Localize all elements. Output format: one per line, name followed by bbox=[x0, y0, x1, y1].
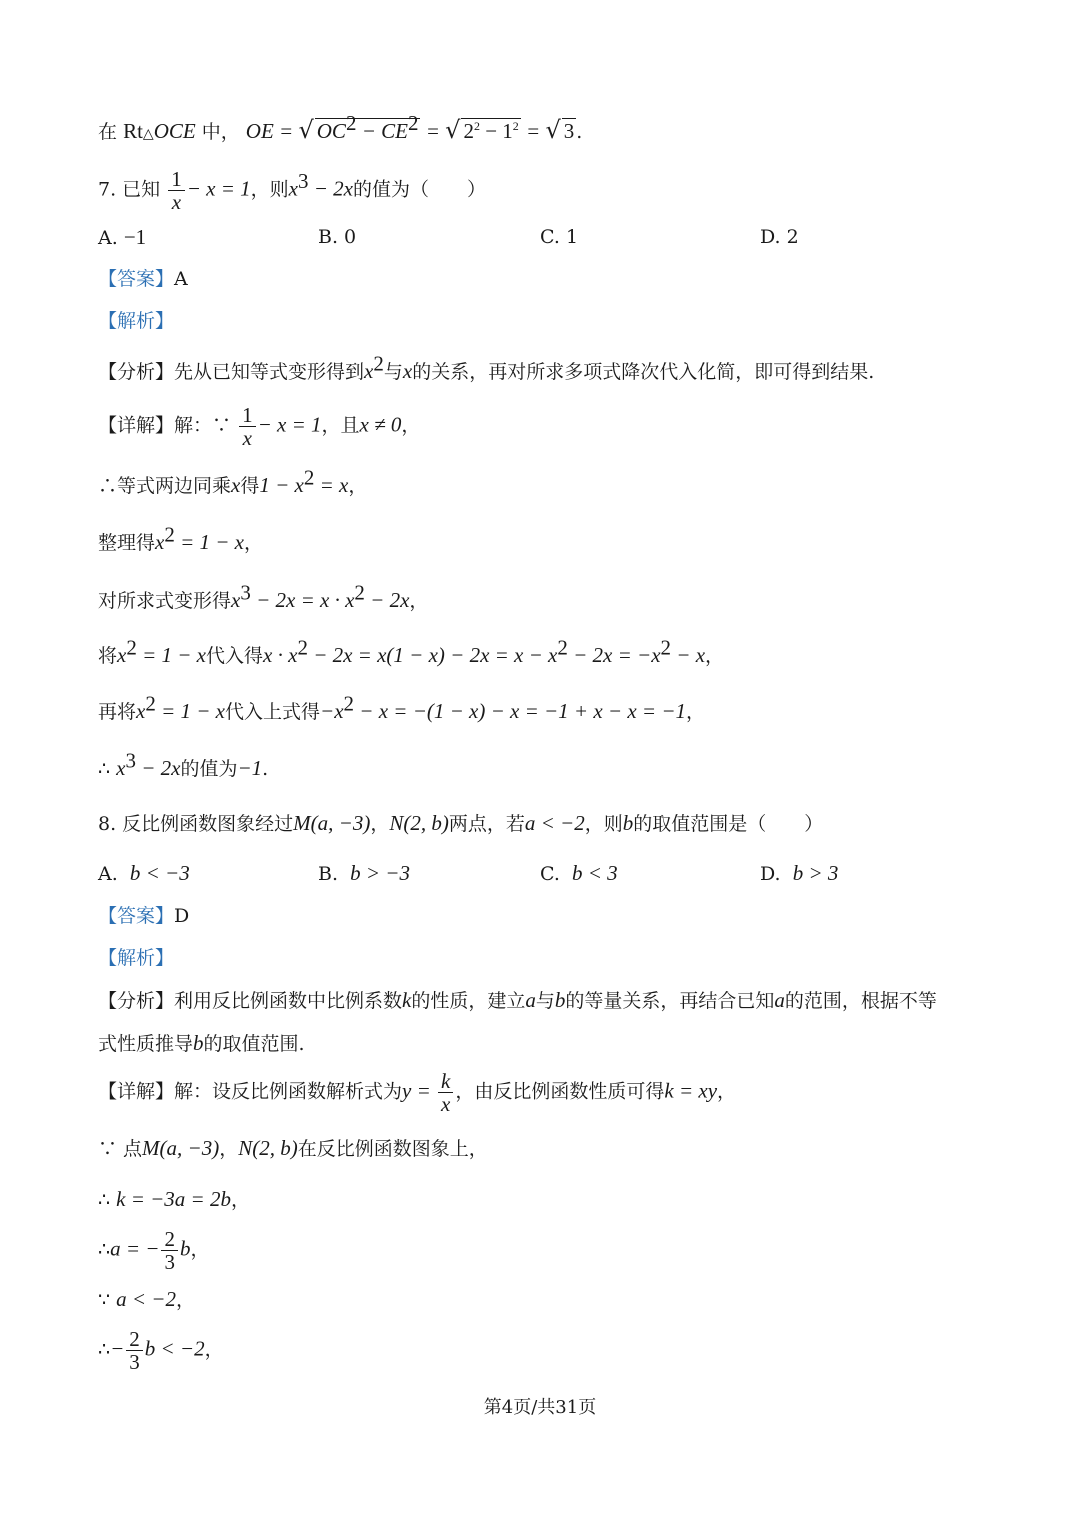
line-rt-triangle bbox=[98, 111, 583, 149]
q8-answer: 【答案】D bbox=[98, 905, 190, 927]
math: OE = bbox=[245, 119, 299, 143]
reason-3: ∴a = − $\frac{2}{3}$ b， bbox=[98, 1227, 210, 1274]
exponent: 3 bbox=[297, 169, 309, 194]
text: . bbox=[576, 121, 583, 143]
step-3: 对所求式变形得$x^3 - 2x = x \cdot x^2 - 2x$， bbox=[98, 580, 429, 612]
sqrt-symbol: √ bbox=[545, 116, 561, 144]
q8-choice-d: D. b > 3 bbox=[760, 861, 839, 885]
fraction: $\frac{1}{x}$ bbox=[239, 404, 256, 449]
text: 中， bbox=[201, 121, 240, 143]
q7-choice-a: A. −1 bbox=[98, 225, 147, 249]
fraction: $\frac{2}{3}$ bbox=[126, 1328, 143, 1373]
q8-xiangjie: 【详解】解：设反比例函数解析式为y = $\frac{k}{x}$ ，由反比例函数性质可得k = xy， bbox=[98, 1069, 737, 1116]
q7-answer: 【答案】A bbox=[98, 268, 188, 290]
question-8: 8. 反比例函数图象经过M(a, −3)，N(2, b)两点，若a < −2，则b的取值范围是（ ） bbox=[98, 811, 824, 835]
fraction: $\frac{k}{x}$ bbox=[438, 1070, 453, 1115]
q7-jiexi: 【解析】 bbox=[98, 310, 175, 332]
step-4: 将$x^2 = 1 - x$代入得$x \cdot x^2 - 2x = x(1 - x) - 2x = x - x^2 - 2x = -x^2 - x$， bbox=[98, 635, 725, 667]
question-number: 7. 已知 bbox=[98, 178, 161, 201]
q8-choice-c: C. b < 3 bbox=[540, 861, 618, 885]
step-1: ∴等式两边同乘x得$1 - x^2 = x$， bbox=[98, 465, 368, 497]
text: 的值为（ ） bbox=[352, 178, 486, 201]
q7-fenxi: 【分析】先从已知等式变形得到$x^2$与x的关系，再对所求多项式降次代入化简，即可得到结果. bbox=[98, 351, 875, 383]
sqrt-symbol: √ bbox=[445, 116, 461, 144]
sqrt-content: 3 bbox=[563, 119, 575, 143]
sqrt-content: $OC^2 - CE^2$ bbox=[316, 111, 419, 143]
q7-choice-d: D. 2 bbox=[760, 226, 799, 248]
sqrt-symbol: √ bbox=[298, 116, 314, 144]
reason-4: ∵ a < −2， bbox=[98, 1287, 195, 1311]
q8-jiexi: 【解析】 bbox=[98, 947, 175, 969]
math: = bbox=[420, 119, 446, 143]
reason-1: ∵ 点M(a, −3)，N(2, b)在反比例函数图象上， bbox=[98, 1136, 488, 1160]
step-6: ∴ $x^3 - 2x$的值为−1. bbox=[98, 748, 269, 780]
text: ，则 bbox=[250, 178, 289, 201]
reason-5: ∴− $\frac{2}{3}$ b < −2， bbox=[98, 1327, 224, 1374]
math: − 2x bbox=[308, 176, 353, 201]
q7-xiangjie: 【详解】解：∵ $\frac{1}{x}$ − x = 1，且x ≠ 0， bbox=[98, 403, 421, 450]
text: 在 bbox=[98, 121, 118, 143]
reason-2: ∴ k = −3a = 2b， bbox=[98, 1187, 250, 1211]
q8-fenxi-cont: 式性质推导b的取值范围. bbox=[98, 1031, 305, 1055]
q8-fenxi: 【分析】利用反比例函数中比例系数k的性质，建立a与b的等量关系，再结合已知a的范围，根据不等 bbox=[98, 988, 937, 1012]
math: = bbox=[520, 119, 546, 143]
q8-choice-a: A. b < −3 bbox=[98, 861, 190, 885]
math: − x = 1 bbox=[186, 176, 251, 201]
fraction: $\frac{1}{x}$ bbox=[168, 168, 185, 213]
q7-choice-c: C. 1 bbox=[540, 226, 579, 248]
question-7 bbox=[98, 168, 486, 213]
fraction: $\frac{2}{3}$ bbox=[161, 1228, 178, 1273]
math: Rt bbox=[123, 119, 143, 143]
page-footer: 第4页/共31页 bbox=[483, 1397, 597, 1418]
step-5: 再将$x^2 = 1 - x$代入上式得$-x^2 - x = -(1 - x) - x = -1 + x - x = -1$， bbox=[98, 691, 706, 723]
math: x bbox=[288, 176, 298, 201]
q8-choice-b: B. b > −3 bbox=[318, 861, 410, 885]
math: OCE bbox=[153, 119, 196, 143]
sqrt-content: $2^2 - 1^2$ bbox=[463, 119, 519, 143]
q7-choice-b: B. 0 bbox=[318, 226, 357, 248]
step-2: 整理得$x^2 = 1 - x$， bbox=[98, 522, 264, 554]
triangle-symbol: △ bbox=[142, 126, 154, 142]
